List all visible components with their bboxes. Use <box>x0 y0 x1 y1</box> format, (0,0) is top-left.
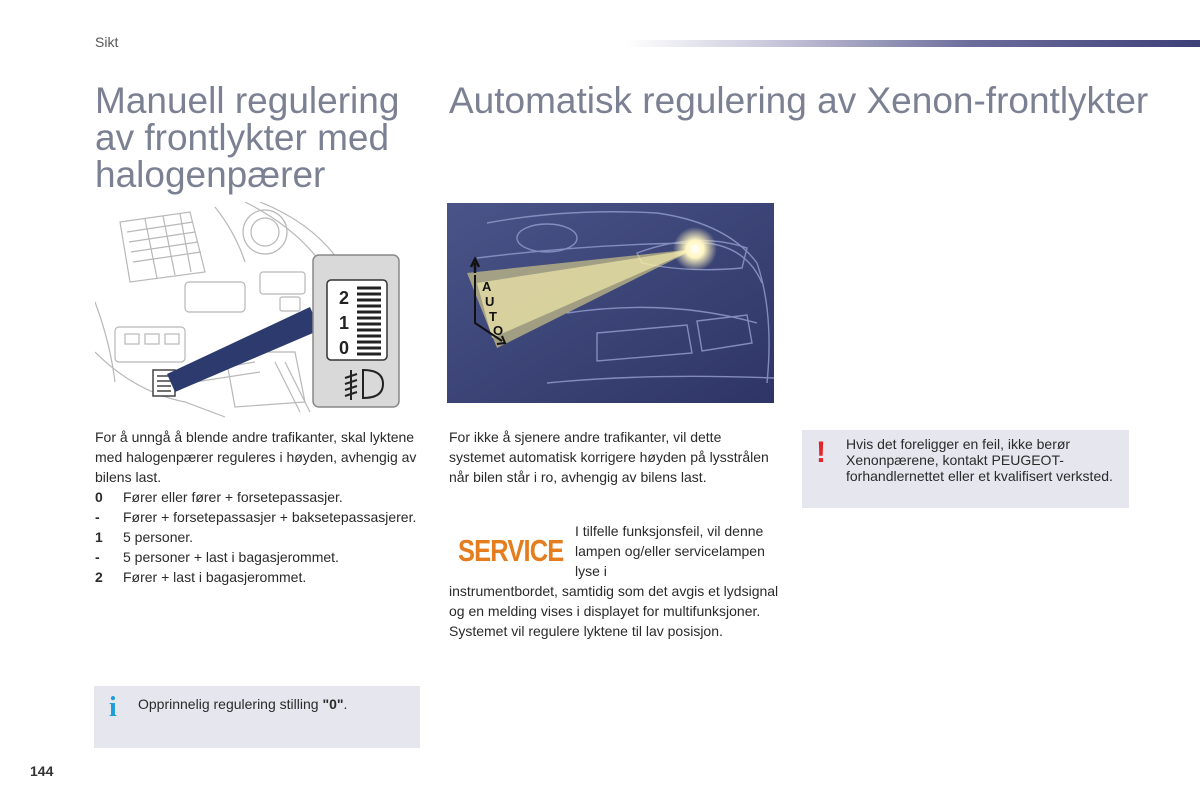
xenon-headlight-illustration <box>447 203 774 403</box>
dial-mark-1: 1 <box>339 313 350 333</box>
service-continuation <box>449 581 779 641</box>
right-body <box>449 427 774 487</box>
auto-letter-u: U <box>485 294 495 309</box>
setting-key: 0 <box>95 489 103 505</box>
right-title: Automatisk regulering av Xenon-frontlykter <box>449 80 1149 121</box>
info-box <box>94 686 420 748</box>
left-body <box>95 427 420 587</box>
left-intro: For å unngå å blende andre trafikanter, skal lyktene med halogenpærer reguleres i høyden, avhengig av bilens last. <box>95 429 417 485</box>
service-final-text: Systemet vil regulere lyktene til lav posisjon. <box>449 623 723 639</box>
setting-text: 5 personer + last i bagasjerommet. <box>123 549 339 565</box>
header-gradient-bar <box>625 40 1200 47</box>
setting-text: Fører + forsetepassasjer + baksetepassasjerer. <box>123 509 417 525</box>
section-label: Sikt <box>95 34 119 50</box>
dial-mark-2: 2 <box>339 288 350 308</box>
service-rest-text: instrumentbordet, samtidig som det avgis et lydsignal og en melding vises i displayet for multifunksjoner. <box>449 583 779 619</box>
dashboard-illustration <box>95 202 420 422</box>
headlamp-settings-list <box>95 487 420 587</box>
warning-text: Hvis det foreligger en feil, ikke berør Xenonpærene, kontakt PEUGEOT-forhandlernettet eller et kvalifisert verksted. <box>846 436 1113 484</box>
list-item <box>95 507 420 527</box>
service-text: I tilfelle funksjonsfeil, vil denne lampen og/eller servicelampen lyse i <box>575 523 765 579</box>
dial-mark-0: 0 <box>339 338 350 358</box>
setting-text: 5 personer. <box>123 529 194 545</box>
list-item <box>95 487 420 507</box>
car-front-drawing <box>447 203 774 403</box>
page-number: 144 <box>30 763 54 779</box>
auto-letter-o: O <box>493 323 504 338</box>
dashboard-drawing <box>95 202 420 422</box>
info-text <box>138 695 347 713</box>
list-item <box>95 547 420 567</box>
info-text-before: Opprinnelig regulering stilling <box>138 696 323 712</box>
list-item <box>95 567 420 587</box>
auto-letter-a: A <box>482 279 492 294</box>
setting-key: 1 <box>95 529 103 545</box>
setting-key: - <box>95 549 100 565</box>
warning-exclamation-icon: ! <box>816 436 826 469</box>
warning-box <box>802 430 1129 508</box>
setting-key: 2 <box>95 569 103 585</box>
setting-text: Fører eller fører + forsetepassasjer. <box>123 489 343 505</box>
setting-key: - <box>95 509 100 525</box>
list-item <box>95 527 420 547</box>
info-text-bold: "0" <box>322 696 344 712</box>
info-text-after: . <box>343 696 348 712</box>
service-warning-lamp-logo: SERVICE <box>458 533 564 568</box>
setting-text: Fører + last i bagasjerommet. <box>123 569 307 585</box>
left-title: Manuell regulering av frontlykter med halogenpærer <box>95 80 400 195</box>
auto-letter-t: T <box>489 309 497 324</box>
right-intro: For ikke å sjenere andre trafikanter, vil dette systemet automatisk korrigere høyden på lysstrålen når bilen står i ro, avhengig av bilens last. <box>449 429 769 485</box>
info-icon: i <box>109 692 117 723</box>
